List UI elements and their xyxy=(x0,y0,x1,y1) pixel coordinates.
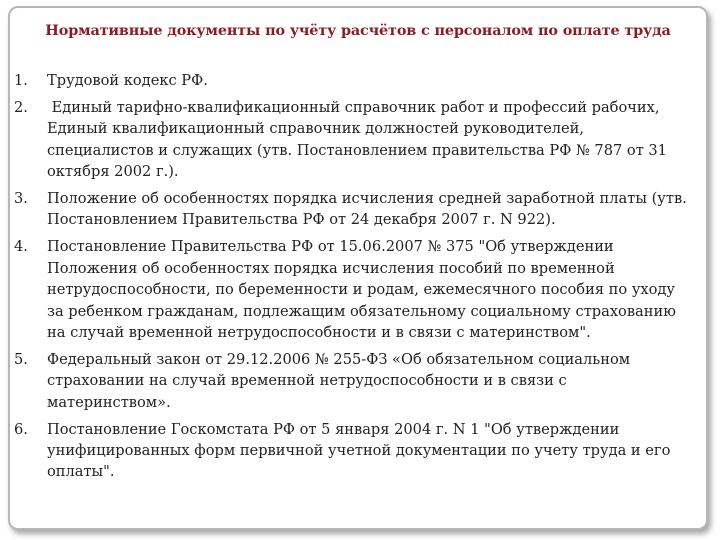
list-item-1 xyxy=(14,70,694,91)
list-item-6 xyxy=(14,419,694,483)
list-item-text: Единый тарифно-квалификационный справочник работ и профессий рабочих, Единый квалификационный справочник должностей руководителей, специалистов и служащих (утв. Постановлением правительства РФ № 787 от 31 октября 2002 г.). xyxy=(47,98,672,181)
list-item-5 xyxy=(14,349,694,413)
list-item-text: Трудовой кодекс РФ. xyxy=(47,72,208,89)
slide-title: Нормативные документы по учёту расчётов с персоналом по оплате труда xyxy=(45,22,671,39)
list-item-4 xyxy=(14,236,694,343)
list-item-text: Постановление Правительства РФ от 15.06.2007 № 375 "Об утверждении Положения об особенностях порядка исчисления пособий по временной нетрудоспособности, по беременности и родам, ежемесячного пособия по уходу за ребенком гражданам, подлежащим обязательному социальному страхованию на случай временной нетрудоспособности и в связи с материнством". xyxy=(47,238,676,341)
list-item-2 xyxy=(14,97,694,183)
list-item-number: 4. xyxy=(14,238,28,256)
list-item-text: Постановление Госкомстата РФ от 5 января 2004 г. N 1 "Об утверждении унифицированных форм первичной учетной документации по учету труда и его оплаты". xyxy=(47,420,671,481)
list-item-3 xyxy=(14,188,694,231)
list-item-number: 3. xyxy=(14,190,28,208)
list-item-text: Положение об особенностях порядка исчисления средней заработной платы (утв. Постановлением Правительства РФ от 24 декабря 2007 г. N 922). xyxy=(47,190,687,229)
list-item-text: Федеральный закон от 29.12.2006 № 255-ФЗ «Об обязательном социальном страховании на случай временной нетрудоспособности и в связи с материнством». xyxy=(47,350,631,411)
list-item-number: 5. xyxy=(14,350,28,368)
list-item-number: 6. xyxy=(14,420,28,438)
list-item-number: 2. xyxy=(14,98,28,116)
list-item-number: 1. xyxy=(14,72,28,89)
document-list xyxy=(14,70,694,488)
